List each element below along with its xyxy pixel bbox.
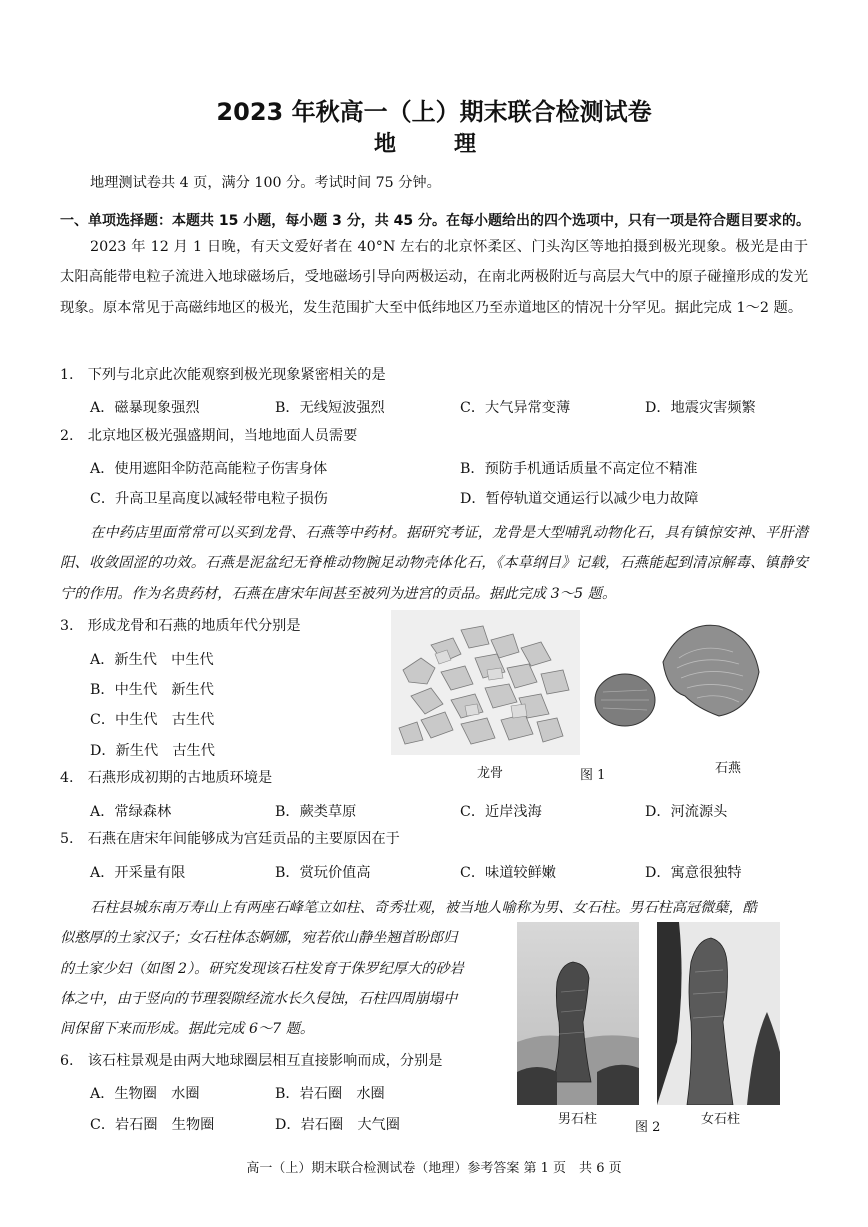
- fig1-caption: 图 1: [580, 768, 606, 783]
- q1-option-d[interactable]: D．地震灾害频繁: [645, 400, 756, 416]
- question-5-stem: 5. 石燕在唐宋年间能够成为宫廷贡品的主要原因在于: [60, 831, 400, 847]
- question-3-stem: 3. 形成龙骨和石燕的地质年代分别是: [60, 618, 301, 634]
- question-4-stem: 4. 石燕形成初期的古地质环境是: [60, 770, 273, 786]
- longgu-photo: [391, 610, 580, 755]
- q1-option-a[interactable]: A．磁暴现象强烈: [90, 400, 200, 416]
- q5-option-b[interactable]: B．赏玩价值高: [275, 865, 371, 881]
- q5-option-a[interactable]: A．开采量有限: [90, 865, 186, 881]
- passage-pillars-line-4: 体之中，由于竖向的节理裂隙经流水长久侵蚀，石柱四周崩塌中: [60, 991, 458, 1007]
- fig1-label-longgu: 龙骨: [477, 766, 504, 781]
- exam-intro: 地理测试卷共 4 页，满分 100 分。考试时间 75 分钟。: [90, 175, 441, 191]
- q5-option-d[interactable]: D．寓意很独特: [645, 865, 742, 881]
- q4-option-b[interactable]: B．蕨类草原: [275, 804, 357, 820]
- subject-title: 地 理: [373, 132, 494, 157]
- question-2-stem: 2. 北京地区极光强盛期间，当地地面人员需要: [60, 428, 358, 444]
- q5-option-c[interactable]: C．味道较鲜嫩: [460, 865, 556, 881]
- q4-option-c[interactable]: C．近岸浅海: [460, 804, 542, 820]
- fig2-caption: 图 2: [635, 1120, 661, 1135]
- male-pillar-photo: [517, 922, 639, 1105]
- q6-option-d[interactable]: D．岩石圈 大气圈: [275, 1117, 400, 1133]
- q2-option-a[interactable]: A．使用遮阳伞防范高能粒子伤害身体: [90, 461, 328, 477]
- q3-option-c[interactable]: C．中生代 古生代: [90, 712, 215, 728]
- exam-title: 2023 年秋高一（上）期末联合检测试卷: [216, 98, 652, 126]
- passage-aurora: 2023 年 12 月 1 日晚，有天文爱好者在 40°N 左右的北京怀柔区、门头沟区等地拍摄到极光现象。极光是由于太阳高能带电粒子流进入地球磁场后，受地磁场引导向两极运动，在南北两极附近与高层大气中的原子碰撞形成的发光现象。原本常见于高磁纬地区的极光，发生范围扩大至中低纬地区乃至赤道地区的情况十分罕见。据此完成 1～2 题。: [60, 239, 808, 316]
- q2-option-b[interactable]: B．预防手机通话质量不高定位不精准: [460, 461, 698, 477]
- fig2-label-male: 男石柱: [558, 1112, 598, 1127]
- question-6-stem: 6. 该石柱景观是由两大地球圈层相互直接影响而成，分别是: [60, 1053, 443, 1069]
- fig1-label-shiyan: 石燕: [715, 761, 742, 776]
- fig2-label-female: 女石柱: [701, 1112, 741, 1127]
- passage-pillars-line-5: 间保留下来而形成。据此完成 6～7 题。: [60, 1021, 315, 1037]
- q3-option-a[interactable]: A．新生代 中生代: [90, 652, 214, 668]
- passage-pillars-line-3: 的土家少妇（如图 2）。研究发现该石柱发育于侏罗纪厚大的砂岩: [60, 961, 464, 977]
- q1-option-c[interactable]: C．大气异常变薄: [460, 400, 571, 416]
- q1-option-b[interactable]: B．无线短波强烈: [275, 400, 385, 416]
- q4-option-d[interactable]: D．河流源头: [645, 804, 728, 820]
- q6-option-c[interactable]: C．岩石圈 生物圈: [90, 1117, 215, 1133]
- section-heading: 一、单项选择题：本题共 15 小题，每小题 3 分，共 45 分。在每小题给出的四个选项中，只有一项是符合题目要求的。: [60, 213, 810, 229]
- passage-pillars-line-2: 似憨厚的土家汉子；女石柱体态婀娜，宛若依山静坐翘首盼郎归: [60, 930, 458, 946]
- q6-option-b[interactable]: B．岩石圈 水圈: [275, 1086, 385, 1102]
- shiyan-photo: [593, 612, 763, 727]
- page-footer: 高一（上）期末联合检测试卷（地理）参考答案 第 1 页 共 6 页: [246, 1161, 622, 1176]
- passage-fossils: 在中药店里面常常可以买到龙骨、石燕等中药材。据研究考证，龙骨是大型哺乳动物化石，具有镇惊安神、平肝潜阳、收敛固涩的功效。石燕是泥盆纪无脊椎动物腕足动物壳体化石，《本草纲目》记载，石燕能起到清凉解毒、镇静安宁的作用。作为名贵药材，石燕在唐宋年间甚至被列为进宫的贡品。据此完成 3～5 题。: [60, 525, 808, 602]
- q4-option-a[interactable]: A．常绿森林: [90, 804, 172, 820]
- q2-option-c[interactable]: C．升高卫星高度以减轻带电粒子损伤: [90, 491, 328, 507]
- q2-option-d[interactable]: D．暂停轨道交通运行以减少电力故障: [460, 491, 699, 507]
- female-pillar-photo: [657, 922, 780, 1105]
- q3-option-d[interactable]: D．新生代 古生代: [90, 743, 215, 759]
- q6-option-a[interactable]: A．生物圈 水圈: [90, 1086, 200, 1102]
- q3-option-b[interactable]: B．中生代 新生代: [90, 682, 214, 698]
- passage-pillars-line-1: 石柱县城东南万寿山上有两座石峰笔立如柱、奇秀壮观，被当地人喻称为男、女石柱。男石柱高冠微蘖，酷: [90, 900, 757, 916]
- question-1-stem: 1. 下列与北京此次能观察到极光现象紧密相关的是: [60, 367, 386, 383]
